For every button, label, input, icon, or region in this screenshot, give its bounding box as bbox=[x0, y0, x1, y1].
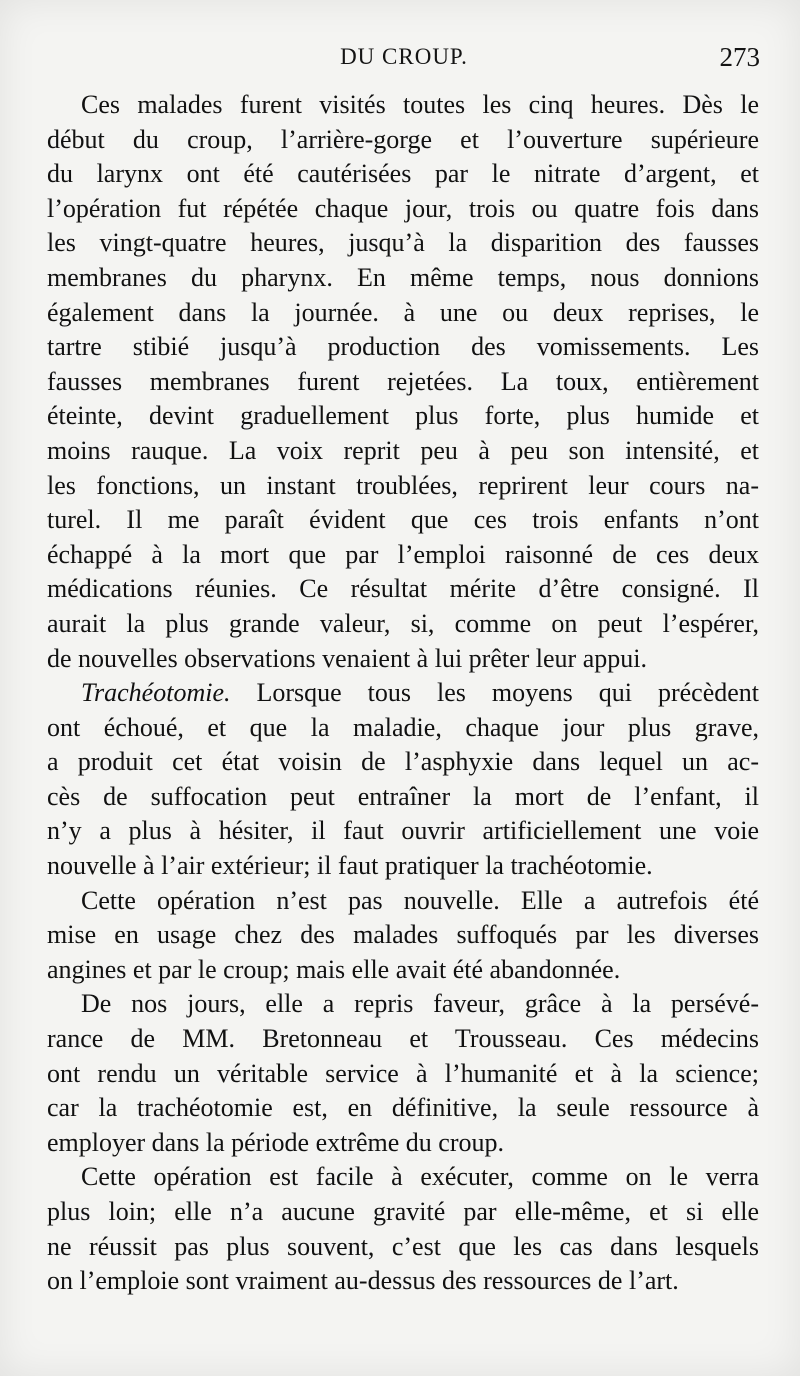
text-line: de nouvelles observations venaient à lui prêter leur appui. bbox=[47, 643, 647, 673]
text-line: Cette opération n’est pas nouvelle. Elle a autrefois été bbox=[81, 885, 759, 915]
page-header bbox=[48, 40, 760, 80]
paragraph-3 bbox=[47, 884, 759, 988]
body-text bbox=[47, 88, 759, 1299]
text-line: mise en usage chez des malades suffoqués par les diverses bbox=[47, 920, 759, 950]
text-line: tartre stibié jusqu’à production des vomissements. Les bbox=[47, 332, 759, 362]
text-line: cès de suffocation peut entraîner la mort de l’enfant, il bbox=[47, 781, 759, 811]
paragraph-2 bbox=[47, 676, 759, 884]
text-line: échappé à la mort que par l’emploi raisonné de ces deux bbox=[47, 539, 759, 569]
text-line: membranes du pharynx. En même temps, nous donnions bbox=[47, 262, 759, 292]
text-line: éteinte, devint graduellement plus forte, plus humide et bbox=[47, 401, 759, 431]
text-line: on l’emploie sont vraiment au-dessus des ressources de l’art. bbox=[47, 1266, 679, 1296]
text-line: turel. Il me paraît évident que ces trois enfants n’ont bbox=[47, 505, 759, 535]
text-line: moins rauque. La voix reprit peu à peu son intensité, et bbox=[47, 435, 759, 465]
text-line: aurait la plus grande valeur, si, comme on peut l’espérer, bbox=[47, 608, 759, 638]
text-line: plus loin; elle n’a aucune gravité par elle-même, et si elle bbox=[47, 1197, 759, 1226]
text-line: début du croup, l’arrière-gorge et l’ouverture supérieure bbox=[47, 124, 759, 154]
text-line: car la trachéotomie est, en définitive, la seule ressource à bbox=[47, 1093, 759, 1123]
text-line: également dans la journée. à une ou deux reprises, le bbox=[47, 297, 759, 327]
text-line: les fonctions, un instant troublées, reprirent leur cours na- bbox=[47, 470, 759, 500]
text-line: n’y a plus à hésiter, il faut ouvrir artificiellement une voie bbox=[47, 816, 759, 846]
page-number: 273 bbox=[719, 42, 760, 72]
text-line: nouvelle à l’air extérieur; il faut pratiquer la trachéotomie. bbox=[47, 851, 653, 881]
text-line: ne réussit pas plus souvent, c’est que les cas dans lesquels bbox=[47, 1231, 759, 1261]
paragraph-4 bbox=[47, 987, 759, 1160]
text-line: Cette opération est facile à exécuter, comme on le verra bbox=[81, 1162, 759, 1192]
section-heading-inline: Trachéotomie. bbox=[81, 678, 231, 708]
text-line bbox=[47, 676, 759, 711]
text-line: a produit cet état voisin de l’asphyxie dans lequel un ac- bbox=[47, 747, 759, 777]
paragraph-1 bbox=[47, 88, 759, 676]
text-line: ont échoué, et que la maladie, chaque jour plus grave, bbox=[47, 712, 759, 742]
text-line: les vingt-quatre heures, jusqu’à la disparition des fausses bbox=[47, 228, 759, 258]
text-line: du larynx ont été cautérisées par le nitrate d’argent, et bbox=[47, 159, 759, 189]
text-line: employer dans la période extrême du croup. bbox=[47, 1127, 504, 1157]
text-run: Lorsque tous les moyens qui précèdent bbox=[230, 678, 759, 708]
paragraph-5 bbox=[47, 1160, 759, 1298]
text-line: angines et par le croup; mais elle avait été abandonnée. bbox=[47, 954, 621, 984]
text-line: Ces malades furent visités toutes les cinq heures. Dès le bbox=[81, 90, 759, 119]
text-line: rance de MM. Bretonneau et Trousseau. Ces médecins bbox=[47, 1024, 759, 1054]
text-line: médications réunies. Ce résultat mérite d’être consigné. Il bbox=[47, 574, 759, 604]
text-line: fausses membranes furent rejetées. La toux, entièrement bbox=[47, 366, 759, 396]
text-line: ont rendu un véritable service à l’humanité et à la science; bbox=[47, 1058, 759, 1088]
text-line: l’opération fut répétée chaque jour, trois ou quatre fois dans bbox=[47, 193, 759, 223]
running-head: DU CROUP. bbox=[340, 44, 468, 69]
text-line: De nos jours, elle a repris faveur, grâce à la persévé- bbox=[81, 989, 759, 1019]
